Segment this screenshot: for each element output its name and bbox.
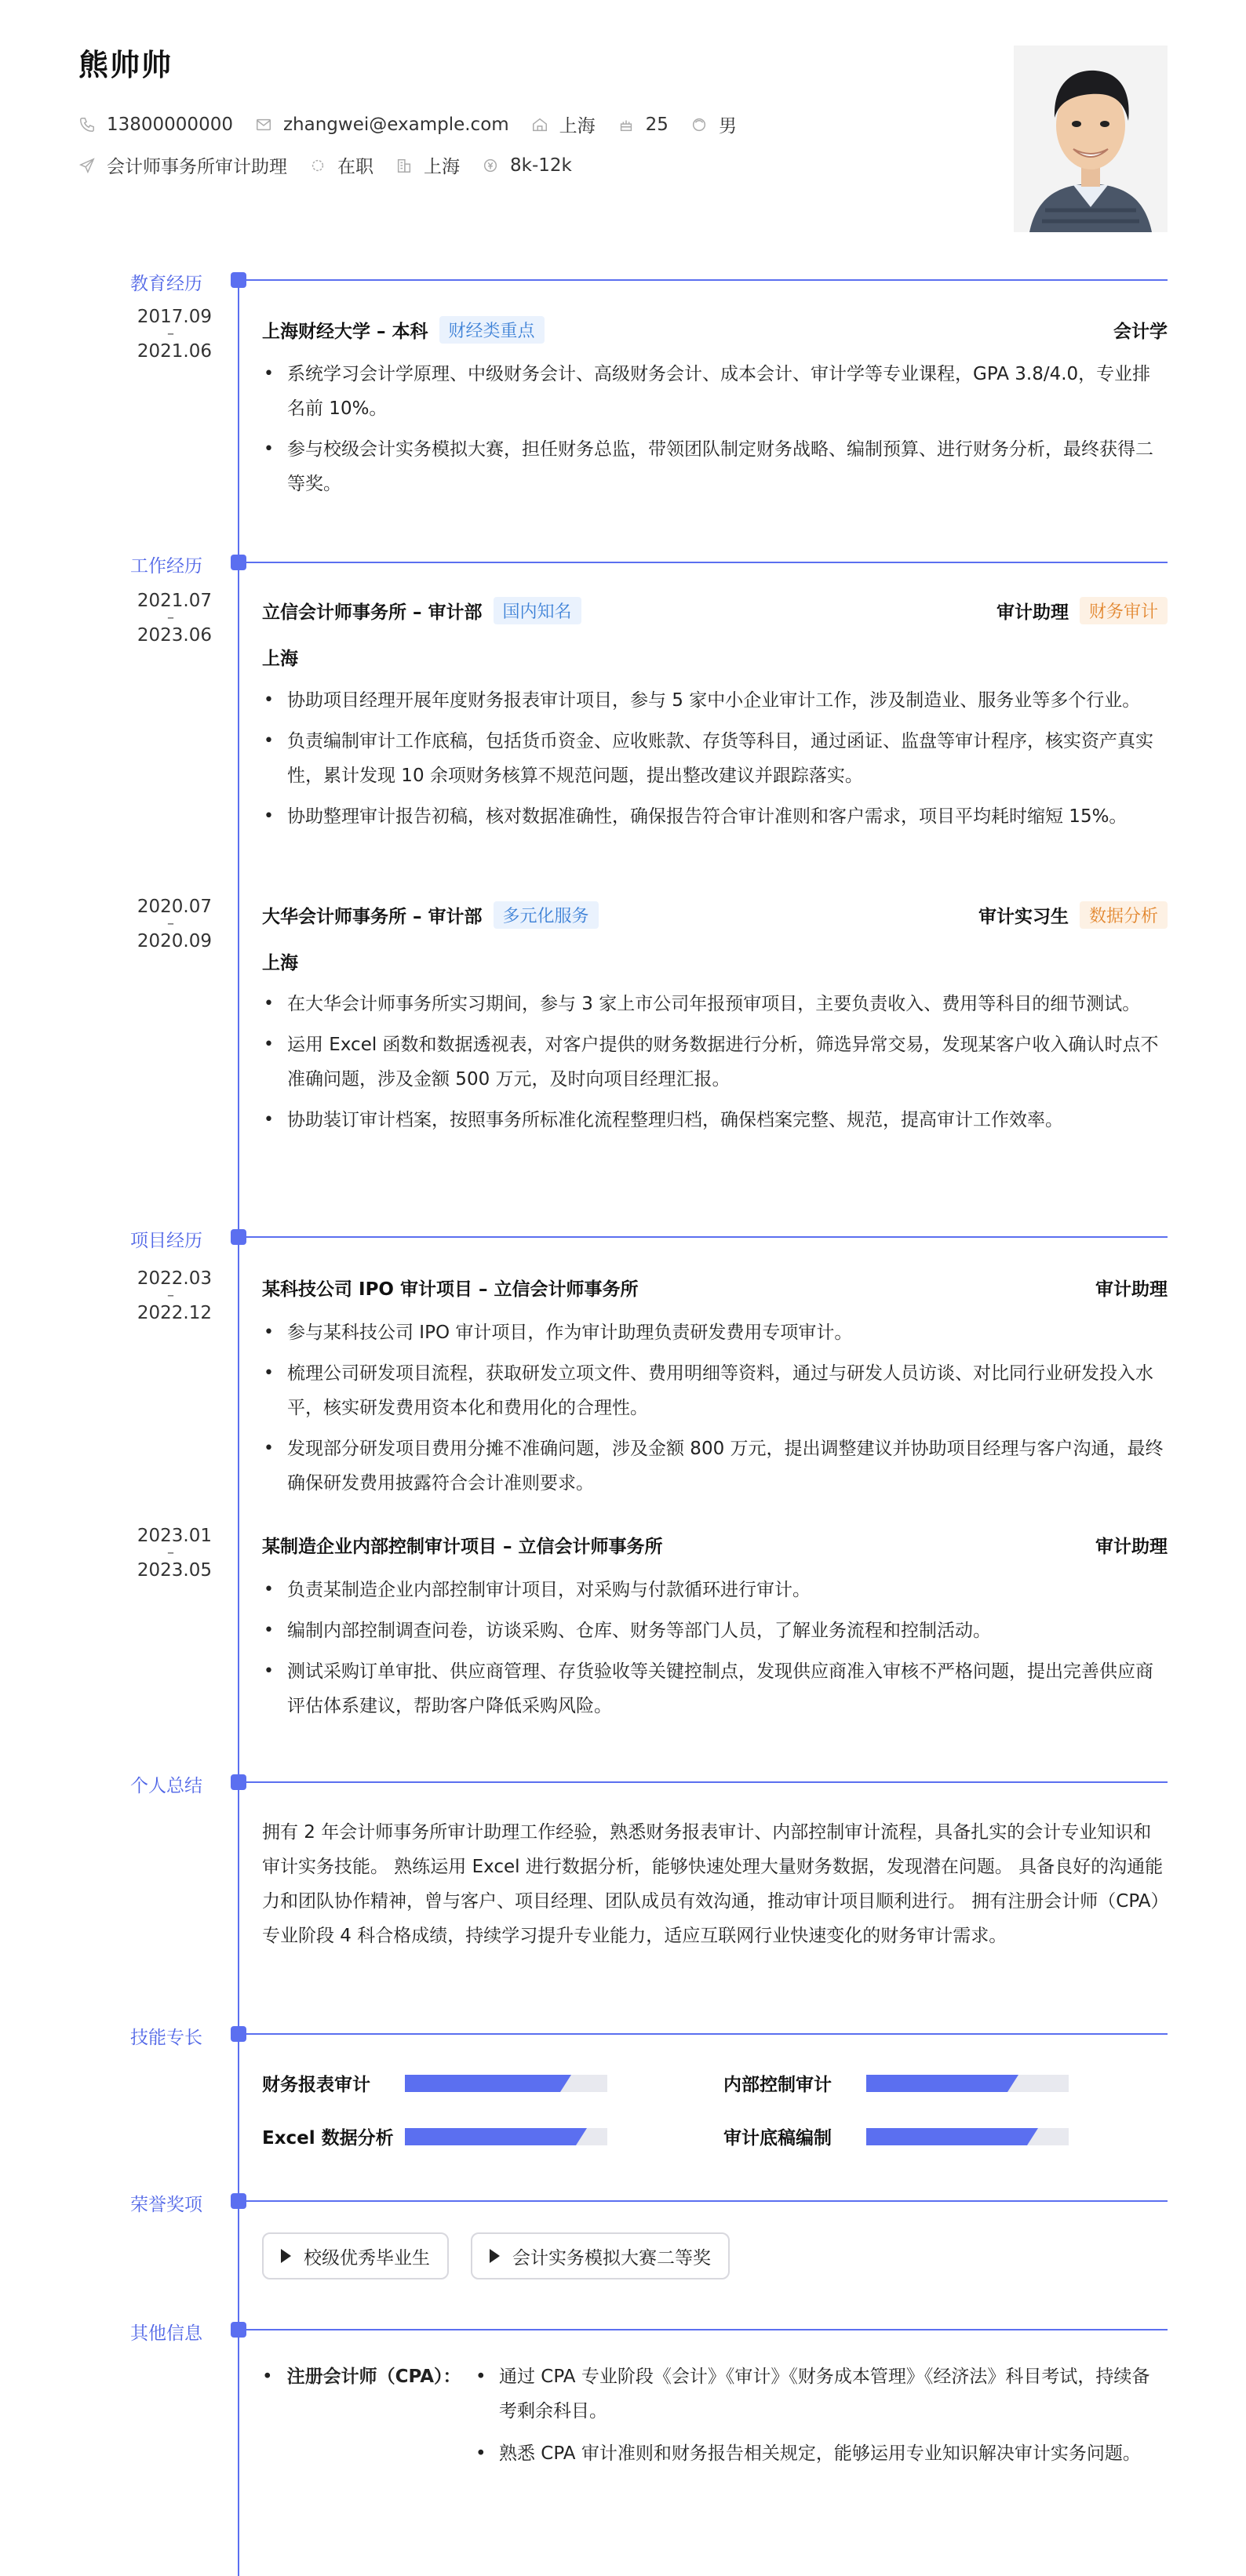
role-tag: 数据分析 (1080, 901, 1168, 929)
gender-text: 男 (718, 116, 737, 136)
skill-item (262, 2123, 607, 2149)
section-title-other: 其他信息 (130, 2323, 202, 2344)
section-divider (239, 1781, 1168, 1783)
section-divider (239, 2329, 1168, 2330)
project-entry-header (262, 1275, 1168, 1301)
end-date: 2023.05 (137, 1560, 212, 1581)
target-city-text: 上海 (424, 157, 460, 177)
project-entry-header (262, 1532, 1168, 1558)
work-bullets (262, 987, 1168, 1144)
section-divider (239, 2033, 1168, 2035)
status-icon (309, 157, 326, 174)
other-info-key: • 注册会计师（CPA）： (262, 2360, 461, 2394)
salary-icon (482, 157, 499, 174)
timeline-line (238, 279, 239, 2576)
major-name: 会计学 (1113, 322, 1168, 342)
end-date: 2023.06 (137, 625, 212, 646)
honor-chip (471, 2232, 730, 2279)
city-item (531, 111, 596, 137)
end-date: 2021.06 (137, 341, 212, 362)
project-bullets (262, 1315, 1168, 1507)
age-item (618, 115, 669, 135)
end-date: 2022.12 (137, 1303, 212, 1323)
age-icon (618, 116, 635, 133)
start-date: 2021.07 (137, 591, 212, 611)
project-bullets (262, 1573, 1168, 1730)
honor-list (262, 2232, 1168, 2283)
list-item: • 发现部分研发项目费用分摊不准确问题，涉及金额 800 万元，提出调整建议并协助项目经理与客户沟通，最终确保研发费用披露符合会计准则要求。 (262, 1432, 1168, 1501)
gender-icon (690, 116, 708, 133)
home-icon (531, 116, 548, 133)
project-title: 某科技公司 IPO 审计项目 – 立信会计师事务所 (262, 1279, 639, 1300)
send-icon (78, 157, 96, 174)
status-item (309, 152, 373, 178)
section-title-project: 项目经历 (130, 1231, 202, 1251)
start-date: 2017.09 (137, 307, 212, 327)
list-item: • 系统学习会计学原理、中级财务会计、高级财务会计、成本会计、审计学等专业课程，GPA 3.8/4.0，专业排名前 10%。 (262, 357, 1168, 426)
list-item: • 协助装订审计档案，按照事务所标准化流程整理归档，确保档案完整、规范，提高审计工作效率。 (262, 1103, 1168, 1137)
target-city-item (395, 152, 460, 178)
skill-item (723, 2123, 1069, 2149)
section-title-honors: 荣誉奖项 (130, 2195, 202, 2215)
skill-item (723, 2070, 1069, 2096)
city-text: 上海 (559, 116, 596, 136)
education-entry-header (262, 316, 1168, 344)
list-item: • 在大华会计师事务所实习期间，参与 3 家上市公司年报预审项目，主要负责收入、费用等科目的细节测试。 (262, 987, 1168, 1021)
project-role: 审计助理 (1095, 1537, 1168, 1557)
work-city: 上海 (262, 953, 298, 973)
role-tag: 财务审计 (1080, 597, 1168, 624)
education-bullets (262, 357, 1168, 508)
skill-bar (405, 2128, 607, 2145)
section-title-education: 教育经历 (130, 274, 202, 294)
section-divider (239, 279, 1168, 281)
email-item (255, 115, 509, 135)
skill-item (262, 2070, 607, 2096)
date-range: 2022.03 – 2022.12 (137, 1268, 212, 1323)
skill-bar (866, 2075, 1069, 2092)
work-entry-header (262, 901, 1168, 929)
skill-name: 内部控制审计 (723, 2075, 832, 2095)
other-info-item (262, 2360, 1168, 2516)
salary-item (482, 155, 572, 176)
honor-chip (262, 2232, 449, 2279)
start-date: 2022.03 (137, 1268, 212, 1289)
section-title-summary: 个人总结 (130, 1776, 202, 1796)
building-icon (395, 157, 413, 174)
section-title-skills: 技能专长 (130, 2028, 202, 2048)
honor-text: 会计实务模拟大赛二等奖 (512, 2247, 711, 2269)
job-target-item (78, 152, 287, 178)
section-divider (239, 1236, 1168, 1238)
gender-item (690, 111, 737, 137)
email-text: zhangwei@example.com (282, 114, 509, 135)
work-city: 上海 (262, 649, 298, 669)
mail-icon (255, 116, 272, 133)
skill-name: 财务报表审计 (262, 2075, 370, 2095)
date-range: 2017.09 – 2021.06 (137, 307, 212, 362)
job-target-text: 会计师事务所审计助理 (107, 157, 287, 177)
list-item: • 运用 Excel 函数和数据透视表，对客户提供的财务数据进行分析，筛选异常交易，发现某客户收入确认时点不准确问题，涉及金额 500 万元，及时向项目经理汇报。 (262, 1028, 1168, 1097)
list-item: • 协助项目经理开展年度财务报表审计项目，参与 5 家中小企业审计工作，涉及制造业、服务业等多个行业。 (262, 683, 1168, 718)
date-range: 2020.07 – 2020.09 (137, 897, 212, 951)
phone-icon (78, 116, 96, 133)
list-item: • 梳理公司研发项目流程，获取研发立项文件、费用明细等资料，通过与研发人员访谈、对比同行业研发投入水平，核实研发费用资本化和费用化的合理性。 (262, 1356, 1168, 1425)
project-role: 审计助理 (1095, 1279, 1168, 1300)
list-item: • 参与校级会计实务模拟大赛，担任财务总监，带领团队制定财务战略、编制预算、进行财务分析，最终获得二等奖。 (262, 432, 1168, 501)
list-item: • 熟悉 CPA 审计准则和财务报告相关规定，能够运用专业知识解决审计实务问题。 (474, 2436, 1168, 2471)
school-name: 上海财经大学 – 本科 (262, 322, 428, 342)
role-name: 审计实习生 (978, 907, 1069, 927)
play-icon (281, 2249, 291, 2263)
date-range: 2023.01 – 2023.05 (137, 1526, 212, 1581)
skill-name: 审计底稿编制 (723, 2128, 832, 2148)
salary-text: 8k-12k (510, 155, 572, 176)
other-info-list (474, 2360, 1168, 2479)
avatar (1014, 45, 1168, 232)
role-name: 审计助理 (996, 602, 1069, 623)
date-range: 2021.07 – 2023.06 (137, 591, 212, 646)
candidate-name: 熊帅帅 (78, 48, 173, 82)
company-name: 大华会计师事务所 – 审计部 (262, 907, 483, 927)
section-title-work: 工作经历 (130, 556, 202, 577)
play-icon (490, 2249, 500, 2263)
section-divider (239, 562, 1168, 563)
skill-bar (866, 2128, 1069, 2145)
list-item: • 参与某科技公司 IPO 审计项目，作为审计助理负责研发费用专项审计。 (262, 1315, 1168, 1350)
age-text: 25 (645, 114, 669, 135)
list-item: • 协助整理审计报告初稿，核对数据准确性，确保报告符合审计准则和客户需求，项目平均耗时缩短 15%。 (262, 799, 1168, 834)
school-tag: 财经类重点 (439, 316, 545, 344)
company-tag: 多元化服务 (494, 901, 599, 929)
end-date: 2020.09 (137, 931, 212, 951)
company-tag: 国内知名 (494, 597, 581, 624)
phone-text: 13800000000 (107, 114, 233, 135)
work-entry-header (262, 597, 1168, 624)
work-bullets (262, 683, 1168, 840)
company-name: 立信会计师事务所 – 审计部 (262, 602, 483, 623)
list-item: • 测试采购订单审批、供应商管理、存货验收等关键控制点，发现供应商准入审核不严格问题，提出完善供应商评估体系建议，帮助客户降低采购风险。 (262, 1654, 1168, 1723)
summary-text: 拥有 2 年会计师事务所审计助理工作经验，熟悉财务报表审计、内部控制审计流程，具备扎实的会计专业知识和审计实务技能。 熟练运用 Excel 进行数据分析，能够快速处理大量财务数据，发现潜在问题。 具备良好的沟通能力和团队协作精神，曾与客户、项目经理、团队成员有效沟通，推动审计项目顺利进行。 拥有注册会计师（CPA）专业阶段 4 科合格成绩，持续学习提升专业能力，适应互联网行业快速变化的财务审计需求。 (262, 1822, 1164, 1946)
section-divider (239, 2200, 1168, 2202)
start-date: 2023.01 (137, 1526, 212, 1546)
skill-name: Excel 数据分析 (262, 2128, 394, 2148)
start-date: 2020.07 (137, 897, 212, 917)
skill-bar (405, 2075, 607, 2092)
contact-row (78, 111, 759, 137)
status-text: 在职 (337, 157, 373, 177)
list-item: • 通过 CPA 专业阶段《会计》《审计》《财务成本管理》《经济法》科目考试，持续备考剩余科目。 (474, 2360, 1168, 2429)
list-item: • 负责编制审计工作底稿，包括货币资金、应收账款、存货等科目，通过函证、监盘等审计程序，核实资产真实性，累计发现 10 余项财务核算不规范问题，提出整改建议并跟踪落实。 (262, 724, 1168, 793)
intent-row (78, 152, 594, 178)
phone-item (78, 115, 233, 135)
list-item: • 编制内部控制调查问卷，访谈采购、仓库、财务等部门人员，了解业务流程和控制活动。 (262, 1614, 1168, 1648)
honor-text: 校级优秀毕业生 (304, 2247, 430, 2269)
project-title: 某制造企业内部控制审计项目 – 立信会计师事务所 (262, 1537, 663, 1557)
list-item: • 负责某制造企业内部控制审计项目，对采购与付款循环进行审计。 (262, 1573, 1168, 1607)
